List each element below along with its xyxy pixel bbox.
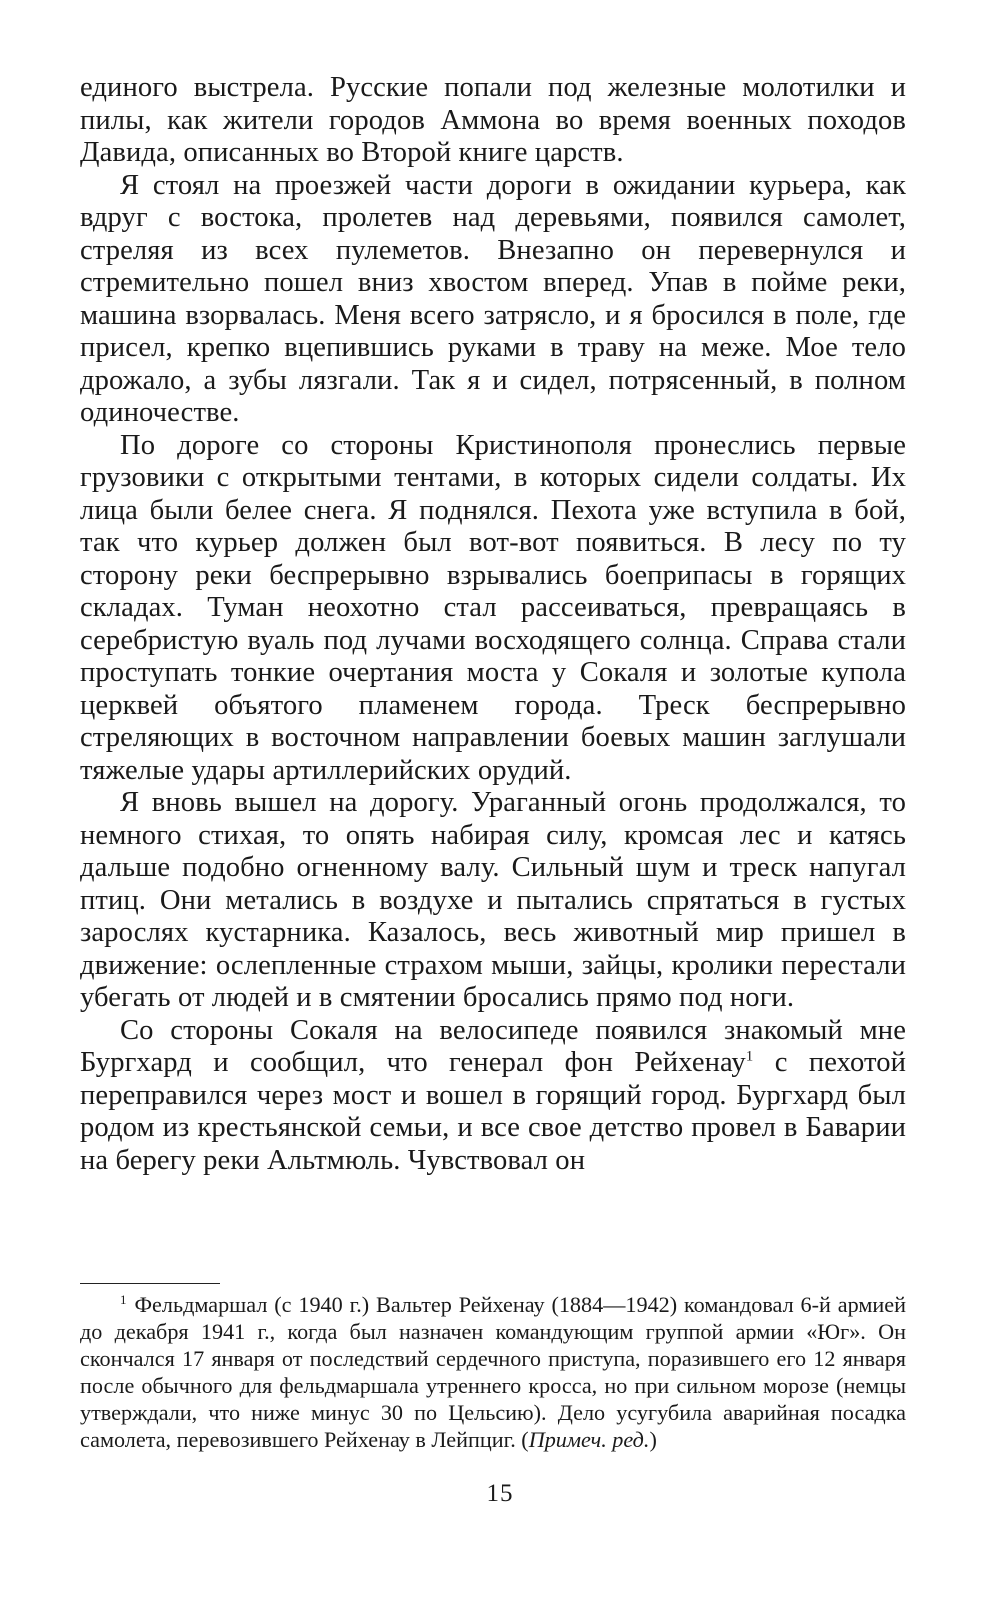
page-number: 15 — [486, 1480, 514, 1507]
paragraph-3: По дороге со стороны Кристинополя пронеслись первые грузовики с открытыми тентами, в которых сидели солдаты. Их лица были белее снега. Я поднялся. Пехота уже вступила в бой, так что курьер должен был вот-вот появиться. В лесу по ту сторону реки беспрерывно взрывались боеприпасы в горящих складах. Туман неохотно стал рассеиваться, превращаясь в серебристую вуаль под лучами восходящего солнца. Справа стали проступать тонкие очертания моста у Сокаля и золотые купола церквей объятого пламенем города. Треск беспрерывно стреляющих в восточном направлении боевых машин заглушали тяжелые удары артиллерийских орудий. — [80, 429, 906, 786]
paragraph-4: Я вновь вышел на дорогу. Ураганный огонь продолжался, то немного стихая, то опять набирая силу, кромсая лес и катясь дальше подобно огненному валу. Сильный шум и треск напугал птиц. Они метались в воздухе и пытались спрятаться в густых зарослях кустарника. Казалось, весь животный мир пришел в движение: ослепленные страхом мыши, зайцы, кролики перестали убегать от людей и в смятении бросались прямо под ноги. — [80, 787, 906, 1013]
paragraph-1: единого выстрела. Русские попали под железные молотилки и пилы, как жители городов Аммона во время военных походов Давида, описанных во Второй книге царств. — [80, 72, 906, 168]
page-body — [80, 72, 906, 1177]
footnote-closing: ) — [649, 1427, 657, 1452]
paragraph-5 — [80, 1015, 906, 1178]
footnote-text: Фельдмаршал (с 1940 г.) Вальтер Рейхенау (1884—1942) командовал 6-й армией до декабря 1941 г., когда был назначен командующим группой армии «Юг». Он скончался 17 января от последствий сердечного приступа, поразившего его 12 января после обычного для фельдмаршала утреннего кросса, но при сильном морозе (немцы утверждали, что ниже минус 30 по Цельсию). Дело усугубила аварийная посадка самолета, перевозившего Рейхенау в Лейпциг. ( — [80, 1292, 906, 1452]
footnote-mark: 1 — [120, 1291, 127, 1307]
footnote-reference[interactable]: 1 — [745, 1048, 754, 1065]
paragraph-5-text: Со стороны Сокаля на велосипеде появился знакомый мне Бургхард и сообщил, что генерал фон Рейхенау — [80, 1014, 906, 1078]
footnote — [80, 1291, 906, 1453]
paragraph-2: Я стоял на проезжей части дороги в ожидании курьера, как вдруг с востока, пролетев над деревьями, появился самолет, стреляя из всех пулеметов. Внезапно он перевернулся и стремительно пошел вниз хвостом вперед. Упав в пойме реки, машина взорвалась. Меня всего затрясло, и я бросился в поле, где присел, крепко вцепившись руками в траву на меже. Мое тело дрожало, а зубы лязгали. Так я и сидел, потрясенный, в полном одиночестве. — [80, 169, 906, 428]
editor-note: Примеч. ред. — [528, 1427, 650, 1452]
main-text — [80, 72, 906, 1177]
paragraph-5-text-continued: с пехотой переправился через мост и вошел в горящий город. Бургхард был родом из крестьянской семьи, и все свое детство провел в Баварии на берегу реки Альтмюль. Чувствовал он — [80, 1047, 906, 1176]
footnote-divider — [80, 1283, 220, 1284]
